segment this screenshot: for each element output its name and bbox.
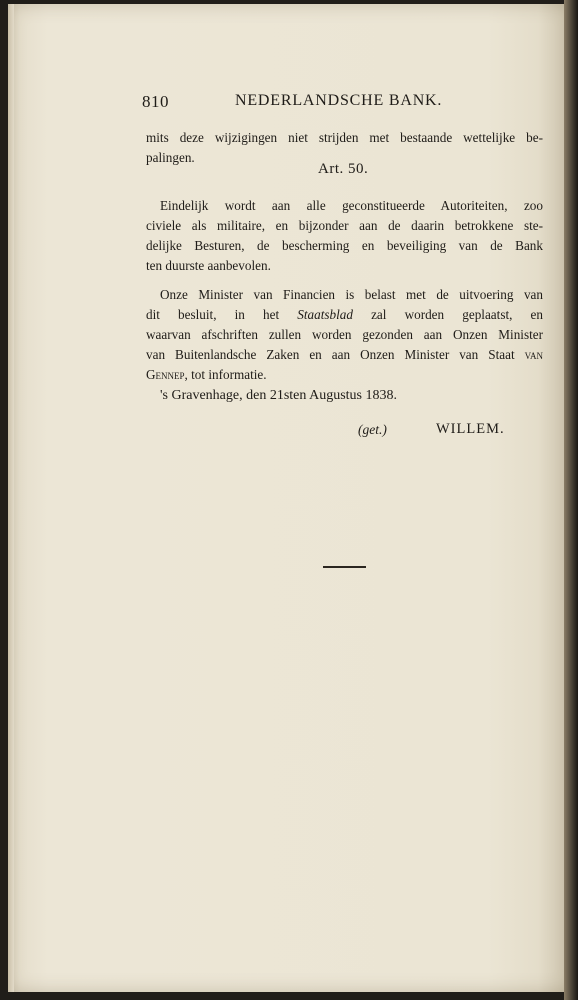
- text-line: civiele als militaire, en bijzonder aan de daarin betrokkene ste-: [146, 218, 543, 233]
- text-line: [146, 345, 543, 365]
- show-through-text: [140, 470, 550, 830]
- page-header: [142, 90, 442, 114]
- text-line: Eindelijk wordt aan alle geconstitueerde Autoriteiten, zoo: [160, 198, 543, 213]
- signature-name: WILLEM.: [436, 421, 505, 437]
- text-line: mits deze wijzigingen niet strijden met bestaande wettelijke be-: [146, 130, 543, 145]
- text-segment: , tot informatie.: [184, 367, 267, 382]
- text-line: waarvan afschriften zullen worden gezonden aan Onzen Minister: [146, 327, 543, 342]
- text-line: palingen.: [146, 150, 195, 165]
- text-segment: van Buitenlandsche Zaken en aan Onzen Minister van Staat: [146, 347, 525, 362]
- text-line: ten duurste aanbevolen.: [146, 258, 271, 273]
- italic-word: Staatsblad: [297, 307, 353, 322]
- text-line: [146, 305, 543, 325]
- text-line: [146, 365, 543, 385]
- article-heading: Art. 50.: [318, 161, 369, 177]
- page-number: 810: [142, 92, 169, 111]
- small-caps-word: Gennep: [146, 367, 185, 382]
- signature-note: (get.): [358, 422, 387, 437]
- place-date: 's Gravenhage, den 21sten Augustus 1838.: [160, 388, 397, 403]
- page-edge: [8, 4, 14, 992]
- text-line: Onze Minister van Financien is belast met de uitvoering van: [160, 287, 543, 302]
- text-segment: zal worden geplaatst, en: [352, 307, 543, 322]
- text-segment: dit besluit, in het: [146, 307, 298, 322]
- paragraph-3: [146, 285, 543, 385]
- end-rule: [323, 566, 366, 568]
- small-caps-word: van: [524, 347, 543, 362]
- text-line: delijke Besturen, de bescherming en beveiliging van de Bank: [146, 238, 543, 253]
- paragraph-2: [146, 196, 543, 276]
- running-title: NEDERLANDSCHE BANK.: [235, 92, 443, 109]
- book-spine: [564, 0, 578, 1000]
